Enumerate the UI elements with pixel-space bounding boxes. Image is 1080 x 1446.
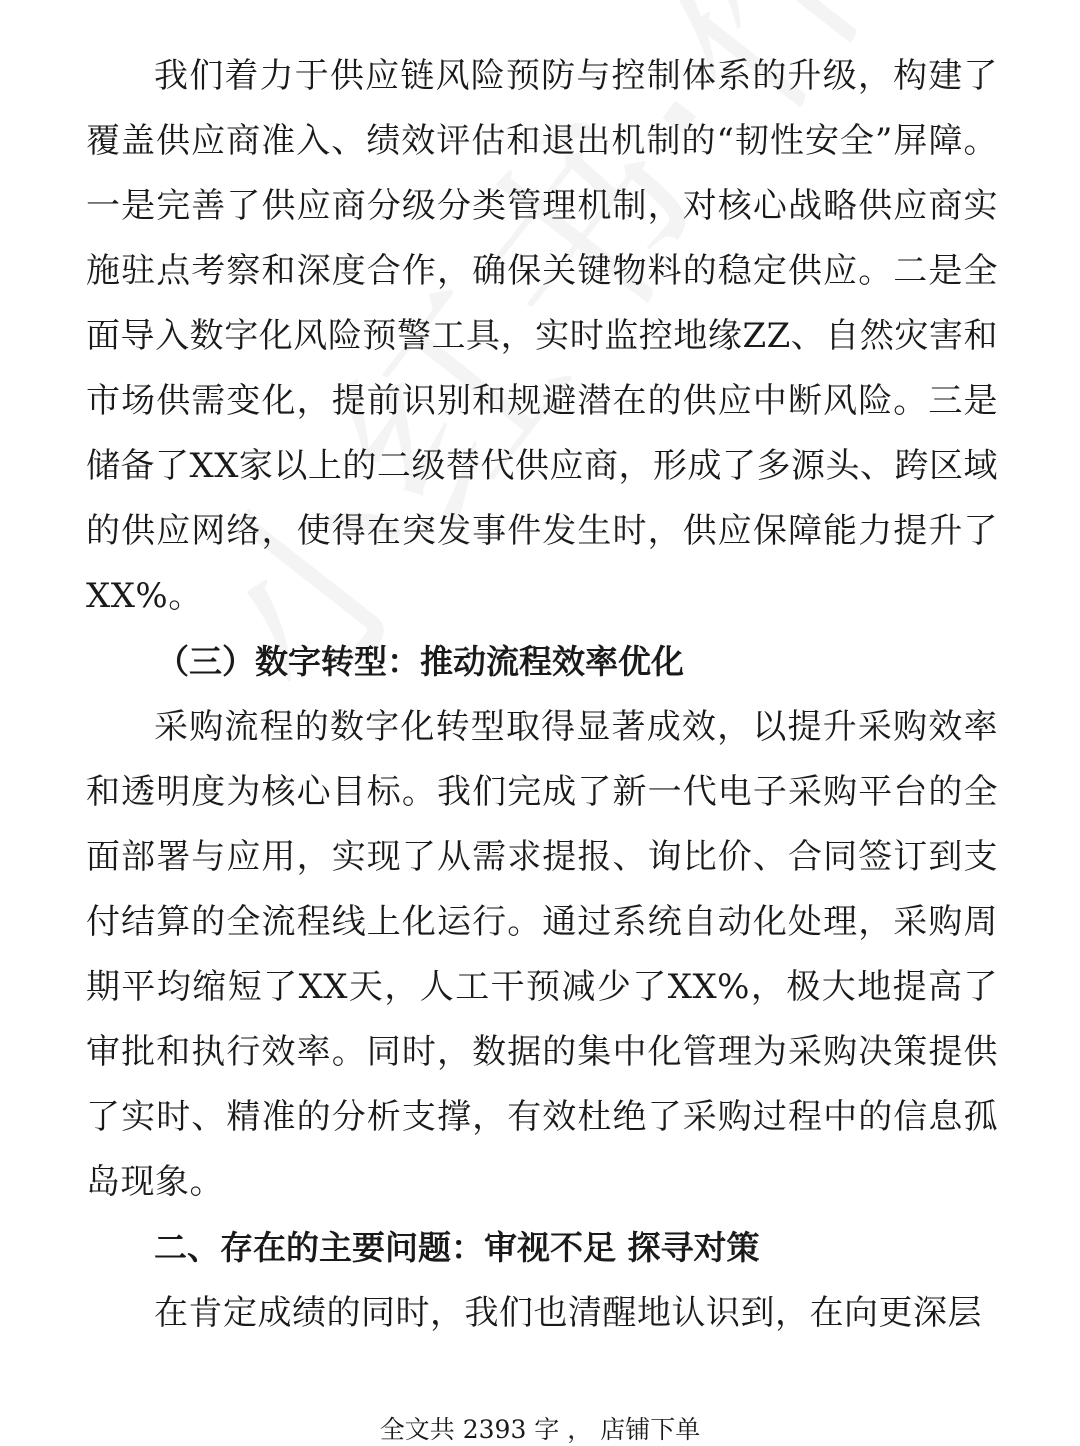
section-heading-main-problems: 二、存在的主要问题：审视不足 探寻对策 — [154, 1228, 760, 1267]
paragraph-problems-intro: 在肯定成绩的同时，我们也清醒地认识到，在向更深层 — [154, 1293, 982, 1333]
paragraph-digital-procurement: 采购流程的数字化转型取得显著成效，以提升采购效率和透明度为核心目标。我们完成了新一代电子采购平台的全面部署与应用，实现了从需求提报、询比价、合同签订到支付结算的全流程线上化运行。通过系统自动化处理，采购周期平均缩短了XX天，人工干预减少了XX%，极大地提高了审批和执行效率。同时，数据的集中化管理为采购决策提供了实时、精准的分析支撑，有效杜绝了采购过程中的信息孤岛现象。 — [86, 707, 998, 1202]
section-heading-digital-transformation: （三）数字转型：推动流程效率优化 — [156, 642, 684, 681]
document-body — [86, 44, 998, 1346]
paragraph-supply-chain-risk: 我们着力于供应链风险预防与控制体系的升级，构建了覆盖供应商准入、绩效评估和退出机制的“韧性安全”屏障。一是完善了供应商分级分类管理机制，对核心战略供应商实施驻点考察和深度合作，确保关键物料的稳定供应。二是全面导入数字化风险预警工具，实时监控地缘ZZ、自然灾害和市场供需变化，提前识别和规避潜在的供应中断风险。三是储备了XX家以上的二级替代供应商，形成了多源头、跨区域的供应网络，使得在突发事件发生时，供应保障能力提升了XX%。 — [86, 56, 998, 616]
footer-word-count: 全文共 2393 字 ， 店铺下单 — [379, 1415, 701, 1444]
